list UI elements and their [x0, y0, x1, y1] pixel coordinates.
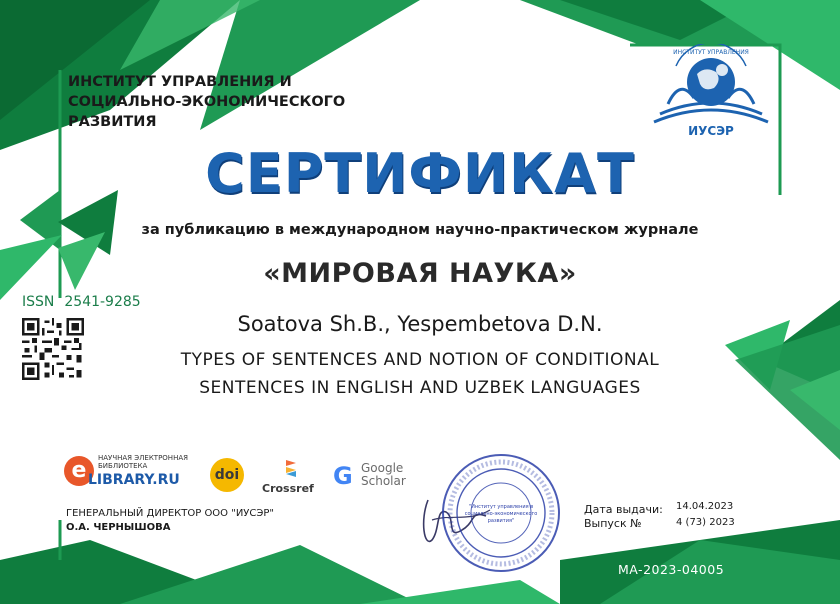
elibrary-e-icon: e	[64, 456, 94, 486]
svg-text:развития": развития"	[487, 518, 515, 524]
svg-text:ИУСЭР: ИУСЭР	[688, 124, 734, 136]
svg-text:социально-экономического: социально-экономического	[464, 511, 538, 517]
certificate-title: СЕРТИФИКАТ	[205, 142, 635, 205]
crossref-logo: Crossref	[262, 458, 318, 494]
director-name: О.А. ЧЕРНЫШОВА	[66, 522, 171, 533]
journal-name: «МИРОВАЯ НАУКА»	[263, 258, 577, 289]
director-title: ГЕНЕРАЛЬНЫЙ ДИРЕКТОР ООО "ИУСЭР"	[66, 508, 274, 519]
issn	[22, 294, 151, 310]
issn-number: 2541-9285	[64, 294, 141, 310]
google-g-icon: G	[333, 462, 353, 490]
issue-number-label: Выпуск №	[584, 517, 642, 530]
google-scholar-logo: G Google Scholar	[333, 461, 406, 490]
svg-text:ИНСТИТУТ УПРАВЛЕНИЯ: ИНСТИТУТ УПРАВЛЕНИЯ	[673, 49, 749, 56]
doi-logo: doi	[210, 458, 244, 492]
issue-date-label: Дата выдачи:	[584, 503, 663, 516]
issue-number: 4 (73) 2023	[676, 517, 735, 528]
paper-title: TYPES OF SENTENCES AND NOTION OF CONDITIONAL SENTENCES IN ENGLISH AND UZBEK LANGUAGES	[180, 350, 660, 398]
elibrary-logo: НАУЧНАЯ ЭЛЕКТРОННАЯ БИБЛИОТЕКА e LIBRARY.RU	[64, 454, 204, 490]
certificate-subtitle: за публикацию в международном научно-практическом журнале	[141, 222, 699, 238]
svg-text:"Институт управления в: "Институт управления в	[468, 504, 534, 510]
iuser-logo-icon	[650, 44, 772, 136]
issn-label: ISSN	[22, 294, 55, 310]
stamp-seal-icon	[440, 452, 562, 574]
crossref-icon	[262, 458, 318, 480]
issue-date: 14.04.2023	[676, 501, 734, 512]
certificate-number: MA-2023-04005	[618, 562, 725, 577]
authors: Soatova Sh.B., Yespembetova D.N.	[237, 312, 603, 336]
institute-name: ИНСТИТУТ УПРАВЛЕНИЯ И СОЦИАЛЬНО-ЭКОНОМИЧЕСКОГО РАЗВИТИЯ	[68, 74, 346, 130]
